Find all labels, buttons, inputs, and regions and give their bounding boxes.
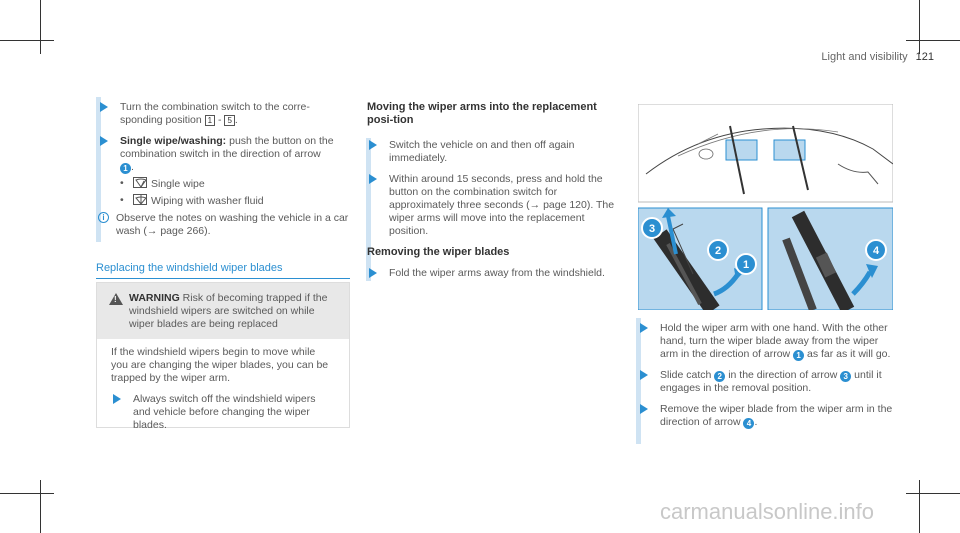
crop-mark — [0, 493, 54, 494]
page-number: 121 — [915, 51, 934, 63]
step-text: Slide catch — [660, 369, 715, 381]
callout-1 — [736, 254, 756, 274]
list-item — [98, 177, 350, 191]
section-heading — [96, 262, 350, 279]
step-text: - — [215, 114, 225, 126]
step-text: Fold the wiper arms away from the windshield. — [389, 267, 605, 279]
column-left — [98, 101, 350, 238]
callout-badge: 1 — [120, 163, 131, 174]
crop-mark — [40, 0, 41, 54]
crop-mark — [0, 40, 54, 41]
step-arrow-icon — [369, 268, 377, 278]
list-item-label: Single wipe — [151, 178, 205, 190]
washer-fluid-icon — [133, 194, 147, 205]
warning-icon — [109, 293, 123, 305]
column-middle — [367, 101, 619, 288]
step — [638, 322, 898, 361]
step-label: Single wipe/washing: — [120, 135, 227, 147]
step — [638, 369, 898, 395]
step-arrow-icon — [100, 102, 108, 112]
step-arrow-icon — [640, 404, 648, 414]
step-arrow-icon — [369, 174, 377, 184]
warning-header — [97, 283, 349, 339]
step-text: Remove the wiper blade from the wiper arm in the direction of arrow — [660, 403, 893, 428]
step-arrow-icon — [640, 323, 648, 333]
callout-label: 3 — [648, 223, 656, 235]
crop-mark — [906, 40, 960, 41]
watermark: carmanualsonline.info — [660, 499, 875, 524]
note — [98, 212, 350, 238]
callout-badge: 1 — [793, 350, 804, 361]
step — [98, 135, 350, 174]
callout-2 — [708, 240, 728, 260]
step-text: Switch the vehicle on and then off again immediately. — [389, 139, 575, 164]
crop-mark — [906, 493, 960, 494]
callout-label: 1 — [742, 259, 750, 271]
step-text: Hold the wiper arm with one hand. With the other hand, turn the wiper blade away from the wiper arm in the direction of arrow — [660, 322, 888, 360]
callout-badge: 2 — [714, 371, 725, 382]
subheading: Removing the wiper blades — [367, 246, 510, 258]
warning-box — [96, 282, 350, 431]
callout-label: 4 — [872, 245, 880, 257]
step-text: Always switch off the windshield wipers and vehicle before changing the wiper blades. — [133, 393, 316, 431]
warning-body — [97, 339, 349, 442]
list-item-label: Wiping with washer fluid — [151, 195, 264, 207]
callout-4 — [866, 240, 886, 260]
step-text: until it engages in the removal position. — [660, 369, 882, 394]
warning-description: If the windshield wipers begin to move while you are changing the wiper blades, you can be trapped by the wiper arm. — [111, 346, 329, 384]
callout-3 — [642, 218, 662, 238]
step-arrow-icon — [113, 394, 121, 404]
column-right — [638, 322, 898, 437]
step-arrow-icon — [100, 136, 108, 146]
section-title: Replacing the windshield wiper blades — [96, 262, 350, 279]
step — [367, 139, 619, 165]
list-item — [98, 194, 350, 208]
position-key: 1 — [205, 115, 215, 126]
step-text: in the direction of arrow — [725, 369, 841, 381]
note-text: Observe the notes on washing the vehicle in a car wash (→ page 266). — [116, 212, 349, 237]
wiper-blade-illustration — [638, 104, 893, 310]
step-text: . — [754, 416, 758, 428]
crop-mark — [919, 480, 920, 533]
warning-text: Risk of becoming trapped if the windshield wipers are switched on while wiper blades are being replaced — [129, 292, 328, 330]
position-key: 5 — [224, 115, 234, 126]
single-wipe-icon — [133, 177, 147, 188]
page-header — [821, 51, 934, 64]
step-text: as far as it will go. — [804, 348, 891, 360]
step-text: push the button on the combination switch in the direction of arrow — [120, 135, 334, 160]
step-text: . — [234, 114, 238, 126]
step — [367, 267, 619, 280]
step-arrow-icon — [369, 140, 377, 150]
step-text: . — [131, 161, 134, 173]
crop-mark — [40, 480, 41, 533]
step — [111, 393, 335, 432]
info-icon: i — [98, 212, 109, 223]
section-title: Light and visibility — [821, 51, 908, 63]
step — [367, 173, 619, 238]
callout-badge: 3 — [840, 371, 851, 382]
bullet-dot: • — [120, 194, 124, 206]
crop-mark — [919, 0, 920, 54]
step-text: Turn the combination switch to the corre-sponding position — [120, 101, 310, 126]
step-text: Within around 15 seconds, press and hold the button on the combination switch for approximately three seconds (→ page 120). The wiper arms will move into the replacement position. — [389, 173, 615, 237]
subheading: Moving the wiper arms into the replacement posi-tion — [367, 101, 597, 126]
step — [98, 101, 350, 127]
callout-badge: 4 — [743, 418, 754, 429]
callout-label: 2 — [714, 245, 722, 257]
warning-title: WARNING — [129, 292, 180, 304]
step-arrow-icon — [640, 370, 648, 380]
step — [638, 403, 898, 429]
bullet-dot: • — [120, 177, 124, 189]
